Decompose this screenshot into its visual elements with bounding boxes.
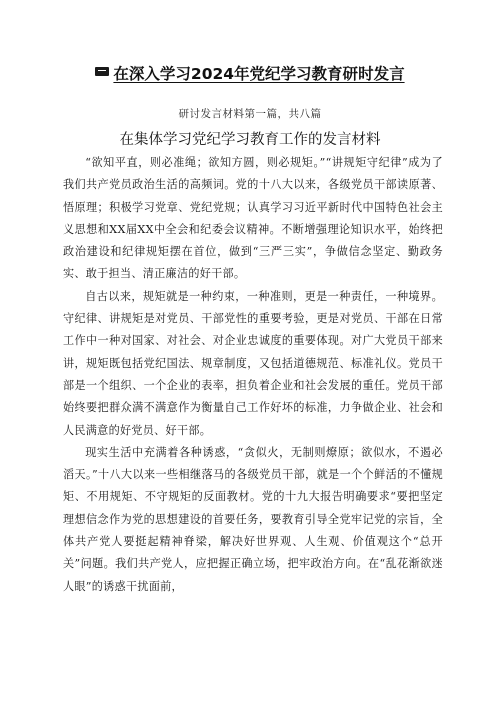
document-body: [63, 152, 443, 598]
document-title[interactable]: 在深入学习2024年党纪学习教育研时发言: [113, 65, 405, 83]
paragraph-2: 自古以来，规矩就是一种约束，一种准则，更是一种责任，一种境界。守纪律、讲规矩是对党员、干部党性的重要考验，更是对党员、干部在日常工作中一种对国家、对社会、对企业忠诚度的重要体现。对广大党员干部来讲，规矩既包括党纪国法、规章制度，又包括道德规范、标准礼仪。党员干部是一个组织、一个企业的表率，担负着企业和社会发展的重任。党员干部始终要把群众满不满意作为衡量自己工作好坏的标准，力争做企业、社会和人民满意的好党员、好干部。: [63, 289, 443, 437]
document-subtitle: 研讨发言材料第一篇，共八篇: [178, 108, 322, 120]
title-row: [0, 62, 500, 84]
paragraph-3: 现实生活中充满着各种诱惑，“贪似火，无制则燎原；欲似水，不遏必滔天。”十八大以来一些相继落马的各级党员干部，就是一个个鲜活的不懂规矩、不用规矩、不守规矩的反面教材。党的十九大报告明确要求“要把坚定理想信念作为党的思想建设的首要任务，要教育引导全党牢记党的宗旨，全体共产党人要挺起精神脊梁，解决好世界观、人生观、价值观这个“总开关”问题。我们共产党人，应把握正确立场，把牢政治方向。在“乱花渐欲迷人眼”的诱惑干扰面前，: [63, 445, 443, 593]
document-icon: [95, 67, 109, 76]
section-heading: 在集体学习党纪学习教育工作的发言材料: [119, 132, 381, 148]
paragraph-1: “欲知平直，则必准绳；欲知方圆，则必规矩。”“讲规矩守纪律”成为了我们共产党员政治生活的高频词。党的十八大以来，各级党员干部读原著、悟原理；积极学习党章、党纪党规；认真学习习近平新时代中国特色社会主义思想和XX届XX中全会和纪委会议精神。不断增强理论知识水平，始终把政治建设和纪律规矩摆在首位，做到“三严三实”，争做信念坚定、勤政务实、敢于担当、清正廉洁的好干部。: [63, 156, 443, 281]
